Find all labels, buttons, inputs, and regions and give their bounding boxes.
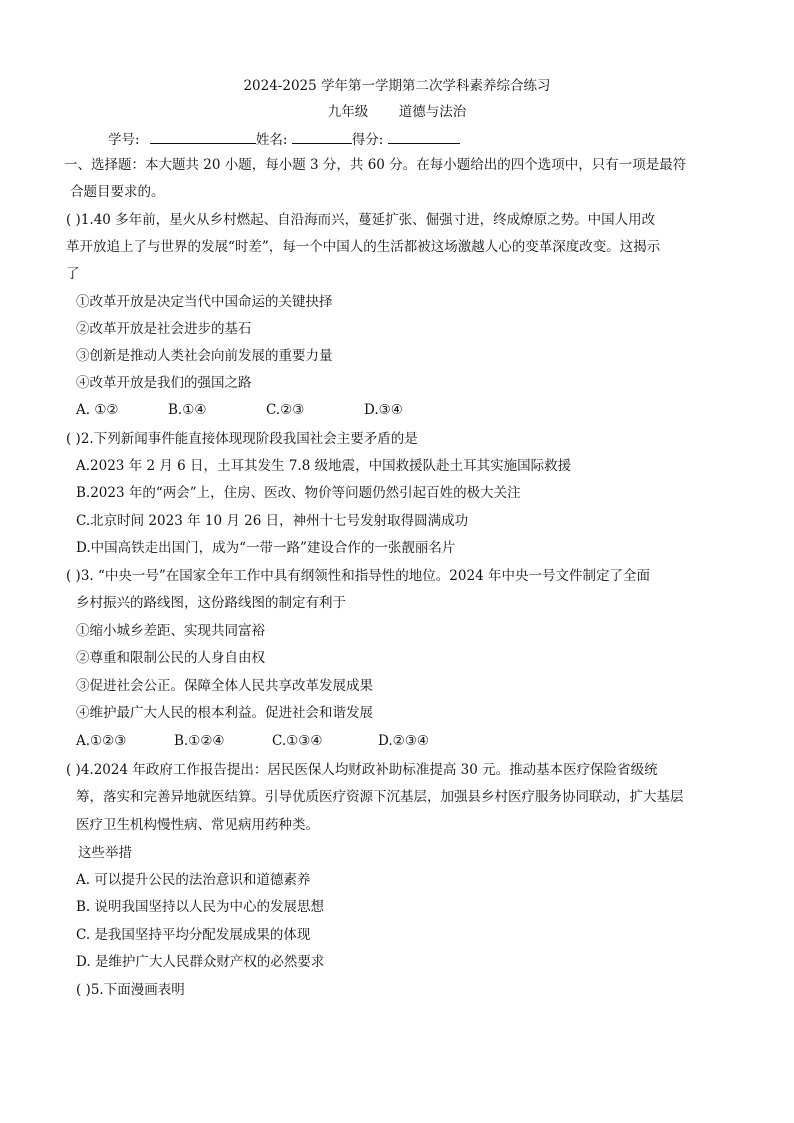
section-instruction-line2: 合题目要求的。 <box>70 184 165 200</box>
q3-item: ④维护最广大人民的根本利益。促进社会和谐发展 <box>76 705 373 721</box>
q1-item: ①改革开放是决定当代中国命运的关键抉择 <box>76 294 333 310</box>
exam-title: 2024-2025 学年第一学期第二次学科素养综合练习 <box>243 78 551 94</box>
student-info-line <box>108 128 460 150</box>
q1-option-c[interactable]: C.②③ <box>266 402 305 418</box>
q1-option-a[interactable]: A. ①② <box>76 402 119 418</box>
section-instruction-line1: 一、选择题：本大题共 20 小题，每小题 3 分，共 60 分。在每小题给出的四个选项中，只有一项是最符 <box>64 157 687 173</box>
q5-stem: ( )5.下面漫画表明 <box>76 982 185 998</box>
q3-options <box>76 731 429 751</box>
q3-option-b[interactable]: B.①②④ <box>174 733 225 749</box>
student-id-field[interactable] <box>150 128 256 144</box>
q3-item: ②尊重和限制公民的人身自由权 <box>76 650 265 666</box>
q2-option-a[interactable]: A.2023 年 2 月 6 日，土耳其发生 7.8 级地震，中国救援队赴土耳其实施国际救援 <box>76 458 572 474</box>
q3-item: ③促进社会公正。保障全体人民共享改革发展成果 <box>76 678 373 694</box>
name-field[interactable] <box>292 128 352 144</box>
q4-stem-line2: 筹，落实和完善异地就医结算。引导优质医疗资源下沉基层，加强县乡村医疗服务协同联动，扩大基层 <box>76 789 684 805</box>
q1-option-d[interactable]: D.③④ <box>364 402 403 418</box>
q1-options <box>76 400 403 420</box>
score-label: 得分: <box>351 132 384 148</box>
q3-option-d[interactable]: D.②③④ <box>378 733 429 749</box>
subject-label: 道德与法治 <box>398 104 467 120</box>
grade-label: 九年级 <box>327 104 369 120</box>
q1-item: ③创新是推动人类社会向前发展的重要力量 <box>76 348 333 364</box>
q1-stem-line3: 了 <box>66 266 80 282</box>
q3-item: ①缩小城乡差距、实现共同富裕 <box>76 623 265 639</box>
q2-option-c[interactable]: C.北京时间 2023 年 10 月 26 日，神州十七号发射取得圆满成功 <box>76 513 469 529</box>
q1-option-b[interactable]: B.①④ <box>168 402 207 418</box>
q3-stem-line1: ( )3. “中央一号”在国家全年工作中具有纲领性和指导性的地位。2024 年中央一号文件制定了全面 <box>66 568 650 584</box>
q4-option-a[interactable]: A. 可以提升公民的法治意识和道德素养 <box>76 872 311 888</box>
q1-stem-line2: 革开放追上了与世界的发展“时差”，每一个中国人的生活都被这场激越人心的变革深度改变。这揭示 <box>66 239 661 255</box>
name-label: 姓名: <box>255 132 288 148</box>
q3-option-a[interactable]: A.①②③ <box>76 733 127 749</box>
q4-stem-line4: 这些举措 <box>78 845 132 861</box>
q3-stem-line2: 乡村振兴的路线图，这份路线图的制定有利于 <box>76 595 346 611</box>
q1-stem-line1: ( )1.40 多年前，星火从乡村燃起、自沿海而兴，蔓延扩张、倔强寸进，终成燎原之势。中国人用改 <box>66 212 656 228</box>
q4-option-c[interactable]: C. 是我国坚持平均分配发展成果的体现 <box>76 927 311 943</box>
q2-stem: ( )2.下列新闻事件能直接体现现阶段我国社会主要矛盾的是 <box>66 431 418 447</box>
q2-option-b[interactable]: B.2023 年的“两会”上，住房、医改、物价等问题仍然引起百姓的极大关注 <box>76 485 521 501</box>
student-id-label: 学号: <box>108 132 140 148</box>
score-field[interactable] <box>388 128 460 144</box>
q1-item: ②改革开放是社会进步的基石 <box>76 321 252 337</box>
q4-stem-line3: 医疗卫生机构慢性病、常见病用药种类。 <box>76 817 319 833</box>
grade-subject-line <box>0 102 794 122</box>
q2-option-d[interactable]: D.中国高铁走出国门，成为“一带一路”建设合作的一张靓丽名片 <box>76 540 456 556</box>
q4-stem-line1: ( )4.2024 年政府工作报告提出：居民医保人均财政补助标准提高 30 元。推动基本医疗保险省级统 <box>66 762 658 778</box>
q4-option-b[interactable]: B. 说明我国坚持以人民为中心的发展思想 <box>76 899 325 915</box>
q3-option-c[interactable]: C.①③④ <box>272 733 323 749</box>
q1-item: ④改革开放是我们的强国之路 <box>76 375 252 391</box>
q4-option-d[interactable]: D. 是维护广大人民群众财产权的必然要求 <box>76 954 325 970</box>
